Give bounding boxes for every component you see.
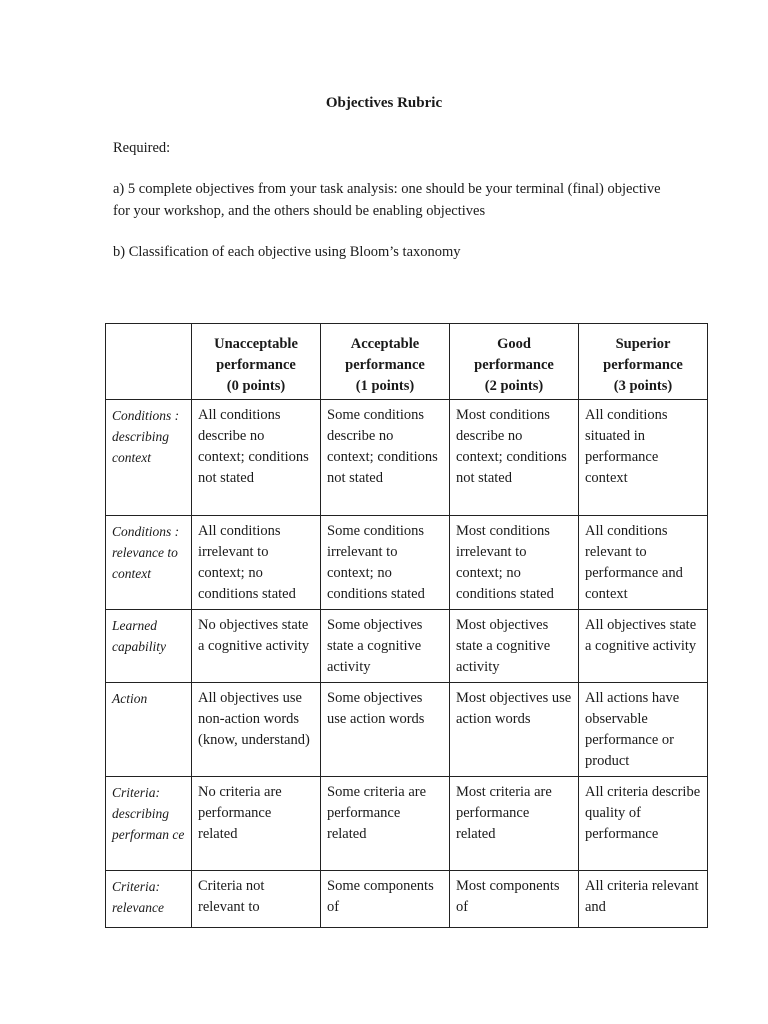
rubric-header-row <box>106 324 708 400</box>
rubric-cell: Most objectives state a cognitive activity <box>450 610 579 683</box>
rubric-cell: No objectives state a cognitive activity <box>192 610 321 683</box>
criterion-label: Conditions : relevance to context <box>106 516 192 610</box>
table-row <box>106 777 708 871</box>
rubric-cell: Some components of <box>321 871 450 928</box>
criterion-label: Conditions : describing context <box>106 400 192 516</box>
table-row <box>106 610 708 683</box>
header-superior: Superior performance (3 points) <box>579 324 708 400</box>
document-title: Objectives Rubric <box>325 95 443 111</box>
table-row <box>106 871 708 928</box>
rubric-cell: Criteria not relevant to <box>192 871 321 928</box>
rubric-cell: Some objectives state a cognitive activity <box>321 610 450 683</box>
rubric-cell: Most criteria are performance related <box>450 777 579 871</box>
header-acceptable: Acceptable performance (1 points) <box>321 324 450 400</box>
rubric-cell: All actions have observable performance or product <box>579 683 708 777</box>
rubric-cell: No criteria are performance related <box>192 777 321 871</box>
rubric-corner-cell <box>106 324 192 400</box>
rubric-cell: All criteria relevant and <box>579 871 708 928</box>
rubric-cell: Some conditions irrelevant to context; no conditions stated <box>321 516 450 610</box>
table-row <box>106 683 708 777</box>
rubric-cell: Most objectives use action words <box>450 683 579 777</box>
rubric-cell: Most components of <box>450 871 579 928</box>
header-good: Good performance (2 points) <box>450 324 579 400</box>
header-unacceptable: Unacceptable performance (0 points) <box>192 324 321 400</box>
rubric-cell: All objectives use non-action words (know, understand) <box>192 683 321 777</box>
rubric-cell: Some conditions describe no context; conditions not stated <box>321 400 450 516</box>
table-row <box>106 400 708 516</box>
rubric-cell: All criteria describe quality of performance <box>579 777 708 871</box>
rubric-cell: Some objectives use action words <box>321 683 450 777</box>
criterion-label: Action <box>106 683 192 777</box>
table-row <box>106 516 708 610</box>
rubric-cell: All conditions describe no context; conditions not stated <box>192 400 321 516</box>
requirement-b: b) Classification of each objective using Bloom’s taxonomy <box>113 244 461 260</box>
rubric-cell: All conditions irrelevant to context; no conditions stated <box>192 516 321 610</box>
rubric-cell: All conditions relevant to performance and context <box>579 516 708 610</box>
criterion-label: Criteria: describing performan ce <box>106 777 192 871</box>
criterion-label: Learned capability <box>106 610 192 683</box>
rubric-cell: All objectives state a cognitive activity <box>579 610 708 683</box>
required-label: Required: <box>113 140 171 156</box>
rubric-cell: Most conditions irrelevant to context; no conditions stated <box>450 516 579 610</box>
rubric-cell: Some criteria are performance related <box>321 777 450 871</box>
rubric-table <box>105 323 708 928</box>
requirement-a: a) 5 complete objectives from your task analysis: one should be your terminal (final) objective for your workshop, and the others should be enabling objectives <box>113 181 661 219</box>
criterion-label: Criteria: relevance <box>106 871 192 928</box>
rubric-cell: All conditions situated in performance context <box>579 400 708 516</box>
rubric-cell: Most conditions describe no context; conditions not stated <box>450 400 579 516</box>
